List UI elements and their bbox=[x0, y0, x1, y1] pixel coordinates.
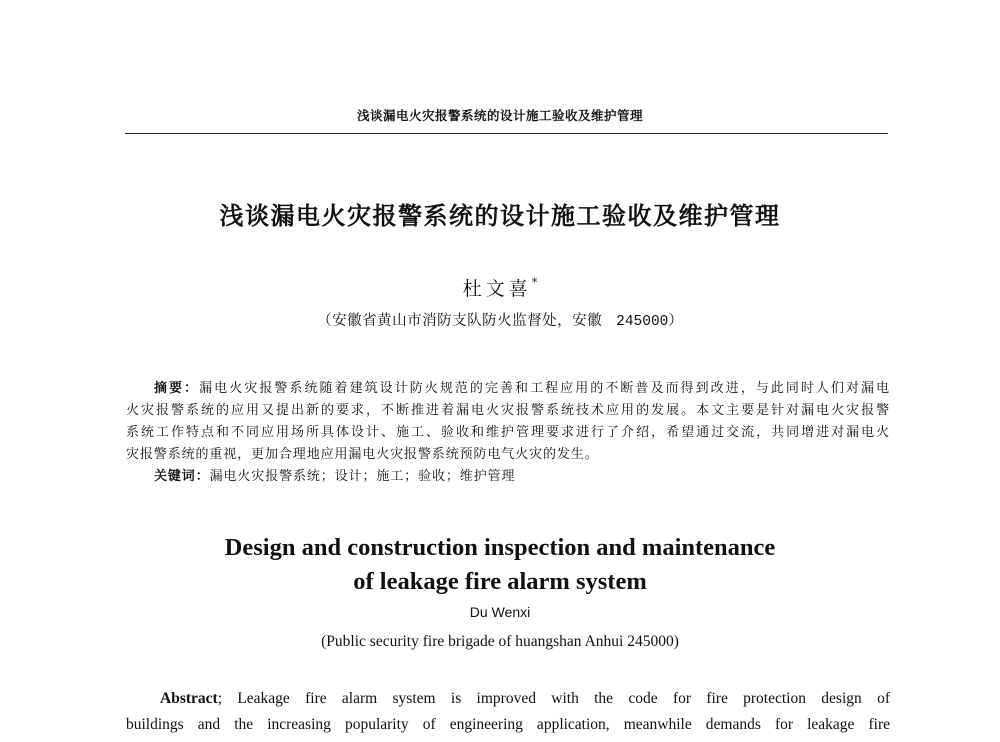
english-abstract bbox=[126, 686, 890, 738]
english-author: Du Wenxi bbox=[469, 604, 531, 620]
affiliation-text: （安徽省黄山市消防支队防火监督处，安徽 bbox=[317, 313, 603, 329]
english-title-line-1: Design and construction inspection and maintenance bbox=[224, 534, 776, 561]
abstract-line: 系统工作特点和不同应用场所具体设计、施工、验收和维护管理要求进行了介绍，希望通过交流，共同增进对漏电火 bbox=[126, 425, 890, 440]
affiliation-zip: 245000） bbox=[616, 314, 683, 330]
author-footnote-mark: * bbox=[531, 276, 538, 289]
abstract-text: Leakage fire alarm system is improved with the code for fire protection design of bbox=[237, 690, 890, 707]
abstract-line: 火灾报警系统的应用又提出新的要求，不断推进着漏电火灾报警系统技术应用的发展。本文主要是针对漏电火灾报警 bbox=[126, 403, 890, 418]
abstract-line: 灾报警系统的重视，更加合理地应用漏电火灾报警系统预防电气火灾的发生。 bbox=[126, 447, 599, 462]
abstract-separator: ; bbox=[217, 690, 238, 707]
english-title-line-2: of leakage fire alarm system bbox=[353, 568, 647, 595]
abstract-text: 漏电火灾报警系统随着建筑设计防火规范的完善和工程应用的不断普及而得到改进，与此同时人们对漏电 bbox=[199, 381, 891, 396]
chinese-author bbox=[0, 274, 1000, 301]
abstract-line: buildings and the increasing popularity of engineering application, meanwhile demands for leakage fire bbox=[126, 716, 890, 733]
author-name: 杜文喜 bbox=[462, 278, 532, 300]
english-affiliation: (Public security fire brigade of huangshan Anhui 245000) bbox=[321, 633, 679, 650]
chinese-affiliation bbox=[0, 309, 1000, 330]
running-header: 浅谈漏电火灾报警系统的设计施工验收及维护管理 bbox=[356, 108, 643, 123]
keywords-label: 关键词： bbox=[154, 469, 210, 484]
header-rule bbox=[125, 133, 888, 135]
chinese-title: 浅谈漏电火灾报警系统的设计施工验收及维护管理 bbox=[219, 202, 781, 230]
keywords-text: 漏电火灾报警系统；设计；施工；验收；维护管理 bbox=[209, 469, 516, 484]
english-title bbox=[0, 531, 1000, 599]
abstract-label: 摘要： bbox=[154, 381, 200, 396]
keywords-line bbox=[126, 466, 890, 488]
chinese-abstract bbox=[126, 378, 890, 488]
abstract-line bbox=[126, 686, 890, 712]
abstract-label: Abstract bbox=[160, 690, 218, 707]
abstract-line bbox=[126, 378, 890, 400]
